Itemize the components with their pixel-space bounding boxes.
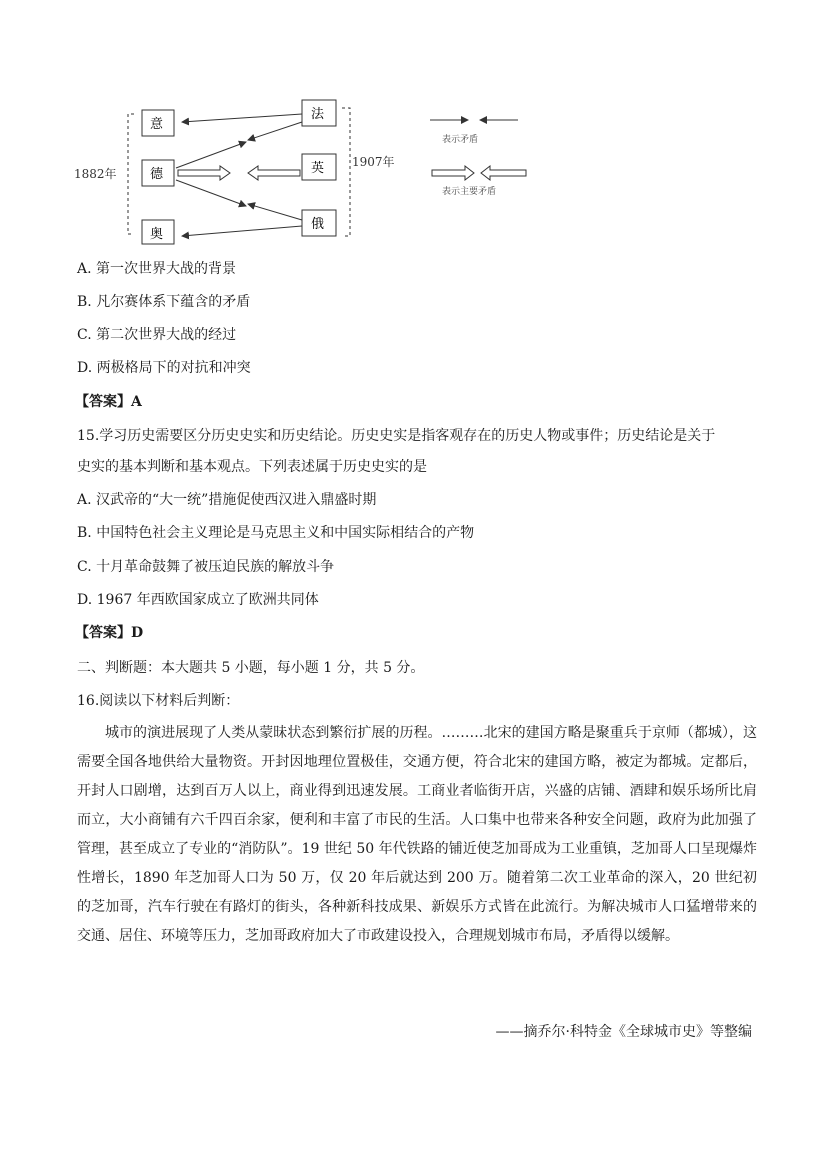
right-bracket	[342, 108, 350, 236]
q15-option-a: A. 汉武帝的“大一统”措施促使西汉进入鼎盛时期	[77, 492, 377, 508]
q15-option-d: D. 1967 年西欧国家成立了欧洲共同体	[77, 592, 319, 608]
legend-contradiction: 表示矛盾	[442, 135, 479, 145]
legend-main-contradiction: 表示主要矛盾	[442, 187, 497, 197]
country-russia: 俄	[311, 217, 325, 232]
right-year: 1907年	[352, 155, 395, 169]
q14-option-d: D. 两极格局下的对抗和冲突	[77, 360, 251, 376]
q15-stem-line2: 史实的基本判断和基本观点。下列表述属于历史史实的是	[77, 459, 427, 475]
left-year: 1882年	[74, 167, 117, 181]
q15-answer: 【答案】D	[75, 625, 144, 641]
q14-option-a: A. 第一次世界大战的背景	[77, 261, 237, 277]
alliance-diagram	[70, 92, 540, 252]
q16-stem: 16.阅读以下材料后判断：	[77, 693, 240, 709]
q15-option-c: C. 十月革命鼓舞了被压迫民族的解放斗争	[77, 559, 335, 575]
q15-stem-line1: 15.学习历史需要区分历史史实和历史结论。历史史实是指客观存在的历史人物或事件；历史结论是关于	[77, 428, 716, 444]
country-france: 法	[311, 107, 325, 122]
country-austria: 奥	[150, 227, 164, 242]
q14-option-c: C. 第二次世界大战的经过	[77, 327, 237, 343]
q15-option-b: B. 中国特色社会主义理论是马克思主义和中国实际相结合的产物	[77, 525, 475, 541]
section2-heading: 二、判断题：本大题共 5 小题，每小题 1 分，共 5 分。	[77, 660, 425, 676]
left-bracket	[128, 114, 134, 234]
country-germany: 德	[150, 167, 164, 182]
q16-material: 城市的演进展现了人类从蒙昧状态到繁衍扩展的历程。………北宋的建国方略是聚重兵于京师（都城），这需要全国各地供给大量物资。开封因地理位置极佳，交通方便，符合北宋的建国方略，被定为都城。定都后，开封人口剧增，达到百万人以上，商业得到迅速发展。工商业者临街开店，兴盛的店铺、酒肆和娱乐场所比肩而立，大小商铺有六千四百余家，便利和丰富了市民的生活。人口集中也带来各种安全问题，政府为此加强了管理，甚至成立了专业的“消防队”。19 世纪 50 年代铁路的铺近使芝加哥成为工业重镇，芝加哥人口呈现爆炸性增长，1890 年芝加哥人口为 50 万，仅 20 年后就达到 200 万。随着第二次工业革命的深入，20 世纪初的芝加哥，汽车行驶在有路灯的街头，各种新科技成果、新娱乐方式皆在此流行。为解决城市人口猛增带来的交通、居住、环境等压力，芝加哥政府加大了市政建设投入，合理规划城市布局，矛盾得以缓解。	[77, 725, 757, 944]
q14-answer: 【答案】A	[75, 394, 142, 410]
q14-option-b: B. 凡尔赛体系下蕴含的矛盾	[77, 294, 251, 310]
q16-source: ——摘乔尔·科特金《全球城市史》等整编	[495, 1024, 752, 1040]
country-italy: 意	[150, 117, 164, 132]
country-britain: 英	[311, 161, 325, 176]
